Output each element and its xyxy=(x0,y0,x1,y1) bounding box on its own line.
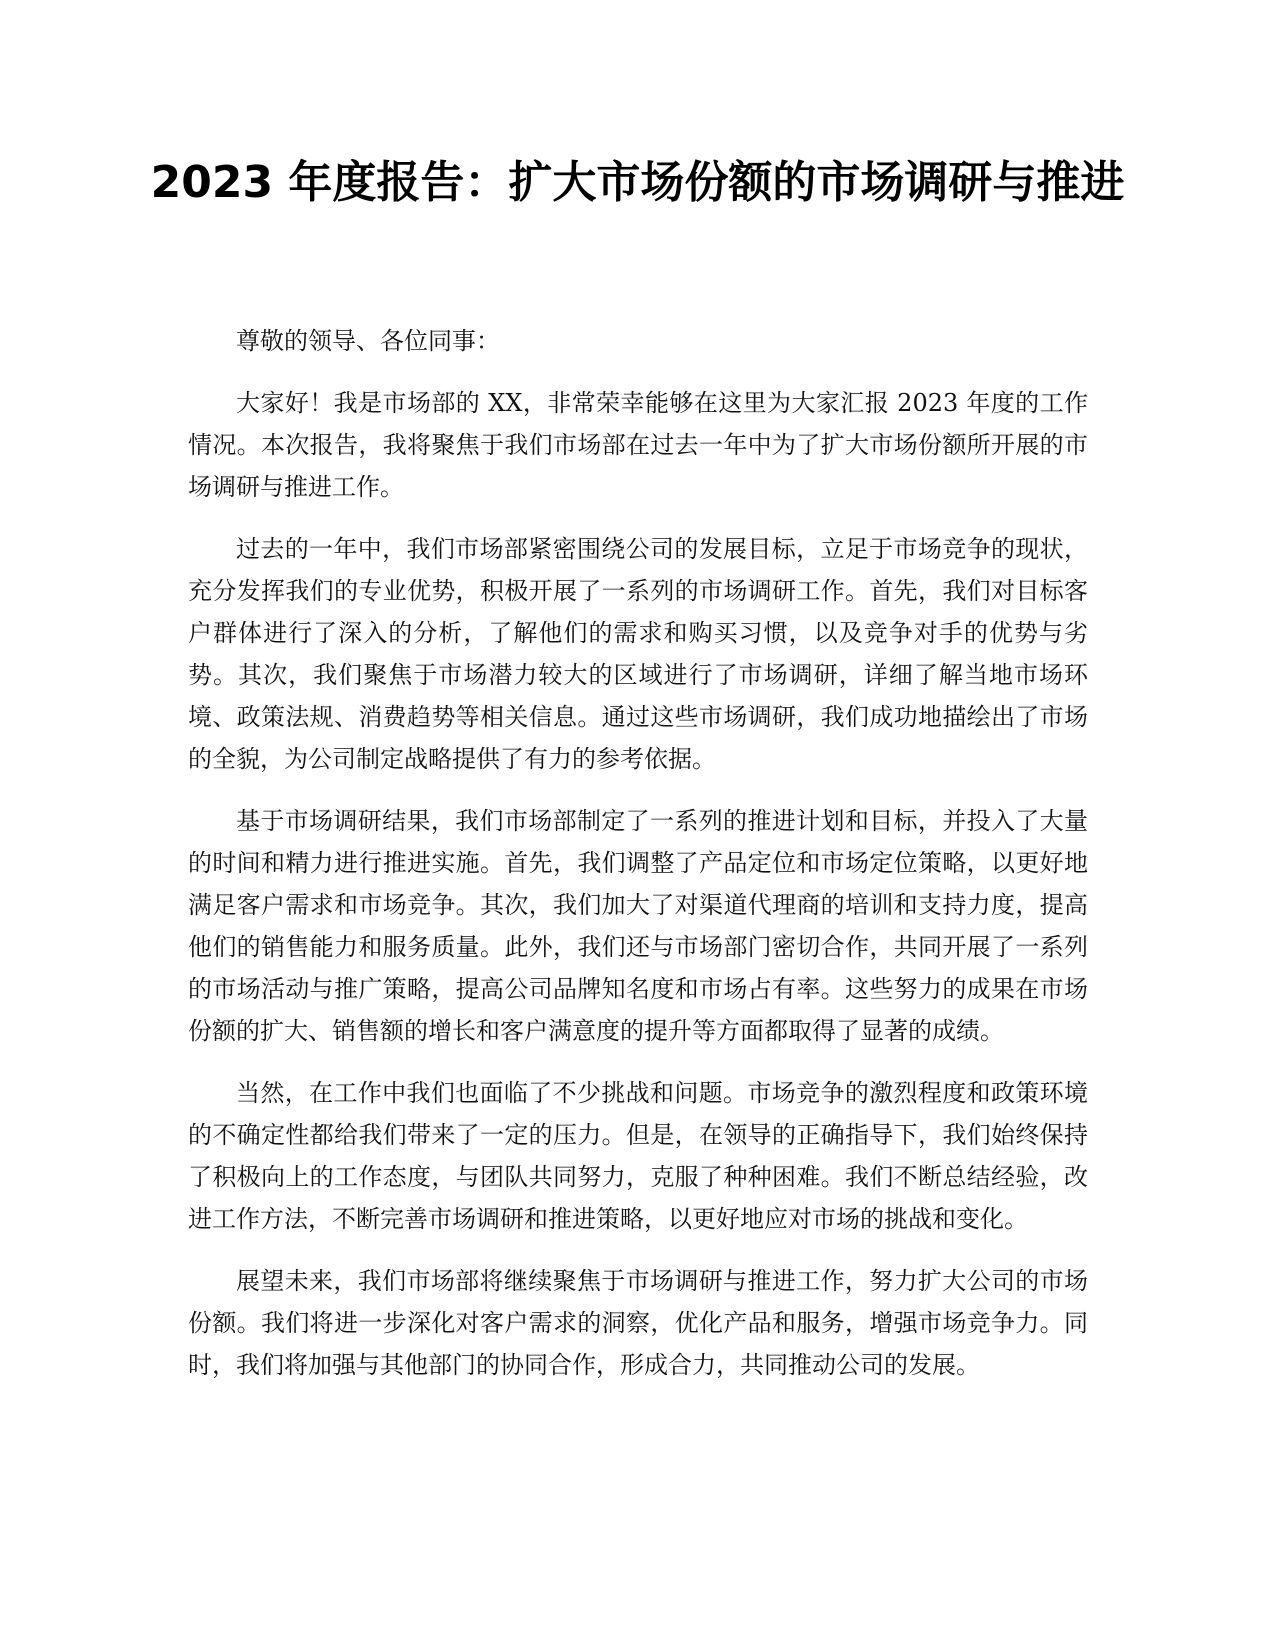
promotion-paragraph: 基于市场调研结果，我们市场部制定了一系列的推进计划和目标，并投入了大量的时间和精力进行推进实施。首先，我们调整了产品定位和市场定位策略，以更好地满足客户需求和市场竞争。其次，我们加大了对渠道代理商的培训和支持力度，提高他们的销售能力和服务质量。此外，我们还与市场部门密切合作，共同开展了一系列的市场活动与推广策略，提高公司品牌知名度和市场占有率。这些努力的成果在市场份额的扩大、销售额的增长和客户满意度的提升等方面都取得了显著的成绩。 xyxy=(188,807,1088,1045)
challenges-paragraph: 当然，在工作中我们也面临了不少挑战和问题。市场竞争的激烈程度和政策环境的不确定性都给我们带来了一定的压力。但是，在领导的正确指导下，我们始终保持了积极向上的工作态度，与团队共同努力，克服了种种困难。我们不断总结经验，改进工作方法，不断完善市场调研和推进策略，以更好地应对市场的挑战和变化。 xyxy=(188,1079,1088,1233)
document-title: 2023 年度报告：扩大市场份额的市场调研与推进 xyxy=(150,157,1125,208)
intro-paragraph: 大家好！我是市场部的 XX，非常荣幸能够在这里为大家汇报 2023 年度的工作情况。本次报告，我将聚焦于我们市场部在过去一年中为了扩大市场份额所开展的市场调研与推进工作。 xyxy=(188,389,1088,501)
document-body xyxy=(188,320,1088,1406)
outlook-paragraph: 展望未来，我们市场部将继续聚焦于市场调研与推进工作，努力扩大公司的市场份额。我们将进一步深化对客户需求的洞察，优化产品和服务，增强市场竞争力。同时，我们将加强与其他部门的协同合作，形成合力，共同推动公司的发展。 xyxy=(188,1267,1088,1379)
salutation-paragraph: 尊敬的领导、各位同事： xyxy=(236,327,500,355)
research-paragraph: 过去的一年中，我们市场部紧密围绕公司的发展目标，立足于市场竞争的现状，充分发挥我们的专业优势，积极开展了一系列的市场调研工作。首先，我们对目标客户群体进行了深入的分析，了解他们的需求和购买习惯，以及竞争对手的优势与劣势。其次，我们聚焦于市场潜力较大的区域进行了市场调研，详细了解当地市场环境、政策法规、消费趋势等相关信息。通过这些市场调研，我们成功地描绘出了市场的全貌，为公司制定战略提供了有力的参考依据。 xyxy=(188,535,1088,773)
